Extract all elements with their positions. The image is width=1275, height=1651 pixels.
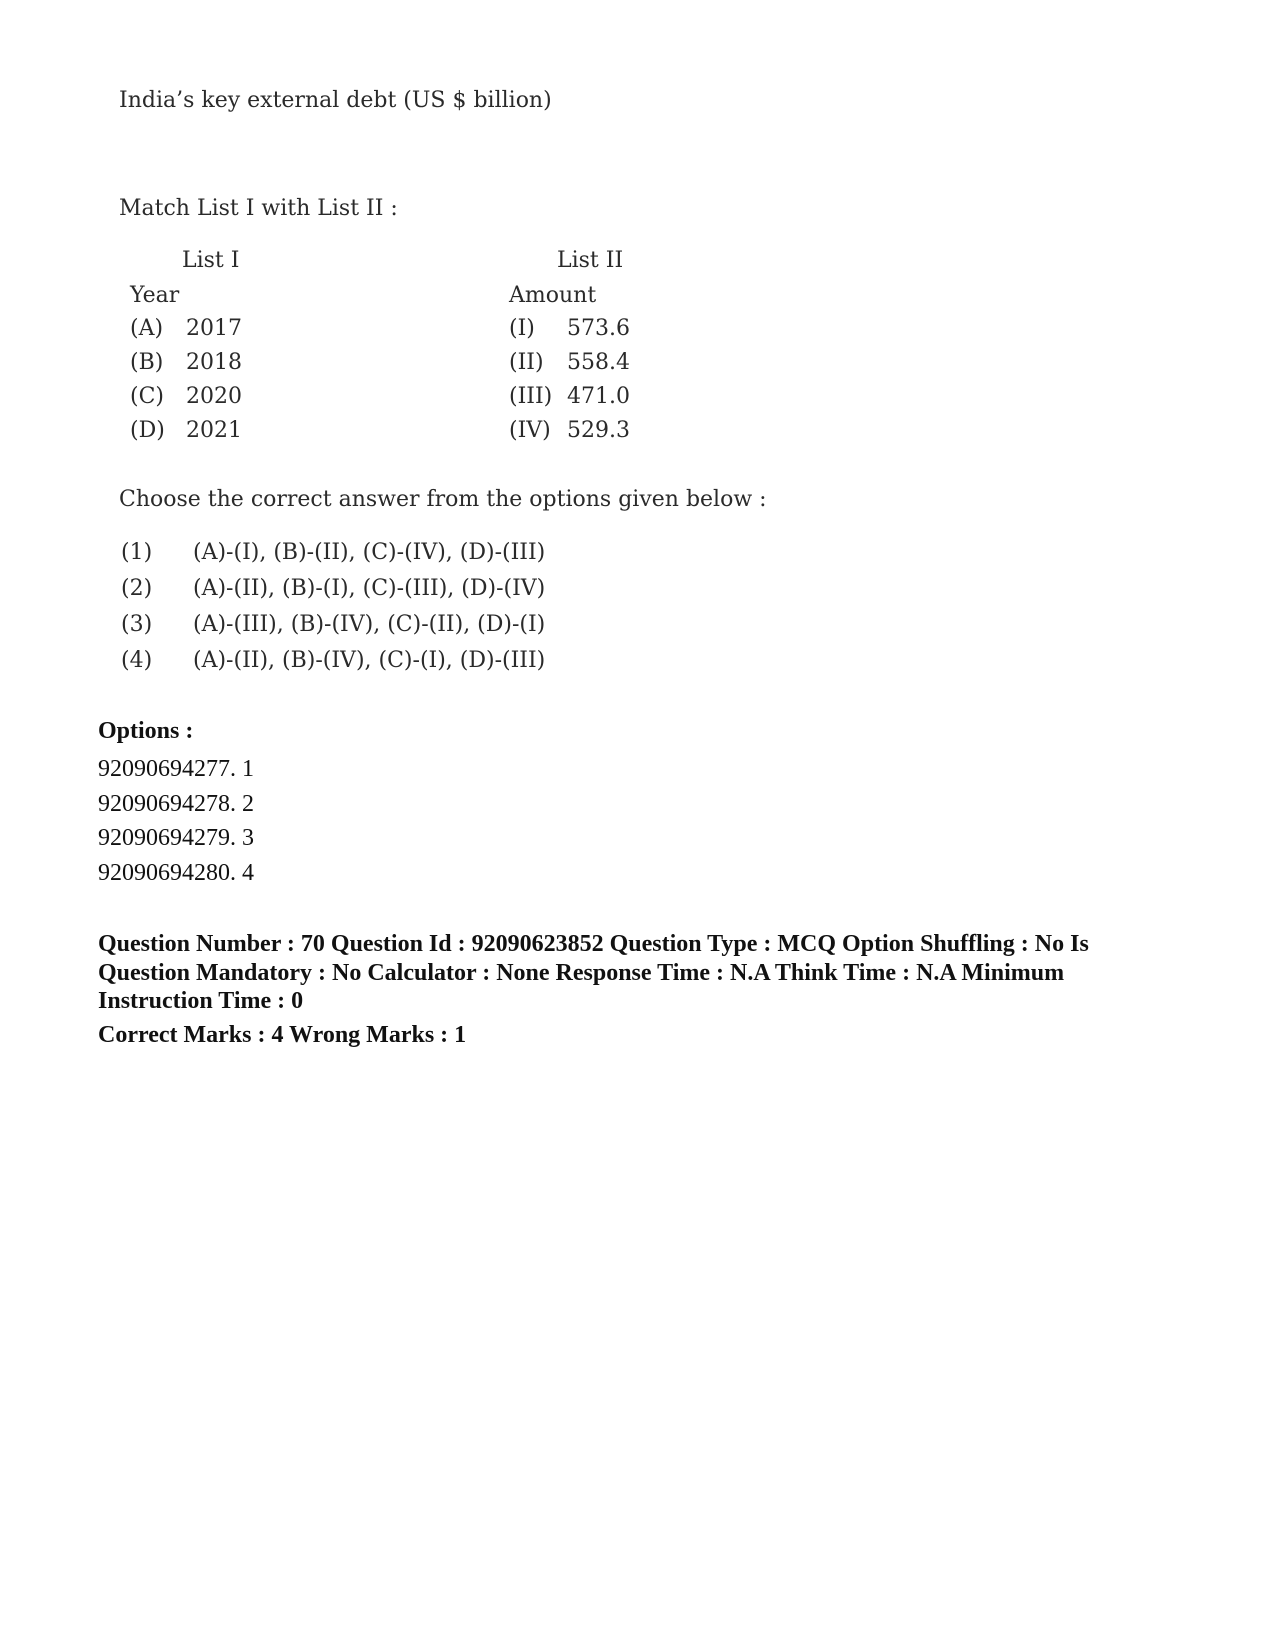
option-item: 92090694279. 3 xyxy=(98,825,254,851)
answer-choice xyxy=(121,540,545,576)
list-item-tag: (A) xyxy=(130,316,164,341)
list-item xyxy=(509,316,630,350)
option-item: 92090694277. 1 xyxy=(98,756,254,782)
list-item-value: 2017 xyxy=(186,316,242,341)
list-item-tag: (D) xyxy=(130,418,165,443)
list-item-tag: (I) xyxy=(509,316,535,341)
list-item-value: 529.3 xyxy=(567,418,630,443)
list1 xyxy=(130,316,242,452)
answer-choice xyxy=(121,576,545,612)
answer-text: (A)-(II), (B)-(IV), (C)-(I), (D)-(III) xyxy=(193,648,546,673)
answer-number: (2) xyxy=(121,576,153,601)
answer-choice xyxy=(121,648,545,684)
choose-instruction: Choose the correct answer from the options given below : xyxy=(119,487,767,512)
list-item-value: 558.4 xyxy=(567,350,630,375)
answer-number: (1) xyxy=(121,540,153,565)
list-item-tag: (B) xyxy=(130,350,164,375)
list-item xyxy=(509,384,630,418)
marks-info: Correct Marks : 4 Wrong Marks : 1 xyxy=(98,1022,467,1048)
list-item xyxy=(130,350,242,384)
answer-choice xyxy=(121,612,545,648)
options-title: Options : xyxy=(98,718,194,744)
list-item xyxy=(509,418,630,452)
answer-choices xyxy=(121,540,545,684)
answer-number: (4) xyxy=(121,648,153,673)
list-item-tag: (II) xyxy=(509,350,544,375)
answer-text: (A)-(II), (B)-(I), (C)-(III), (D)-(IV) xyxy=(193,576,546,601)
list2-column-label: Amount xyxy=(509,283,597,308)
list-item-value: 2018 xyxy=(186,350,242,375)
options-list xyxy=(98,752,254,890)
answer-text: (A)-(III), (B)-(IV), (C)-(II), (D)-(I) xyxy=(193,612,546,637)
list-item-tag: (IV) xyxy=(509,418,551,443)
list1-column-label: Year xyxy=(130,283,180,308)
list-item-value: 471.0 xyxy=(567,384,630,409)
answer-number: (3) xyxy=(121,612,153,637)
list-item xyxy=(509,350,630,384)
list-item xyxy=(130,316,242,350)
option-item: 92090694280. 4 xyxy=(98,859,254,886)
question-meta: Question Number : 70 Question Id : 92090623852 Question Type : MCQ Option Shuffling : No Is Question Mandatory : No Calculator : None Response Time : N.A Think Time : N.A Minimum Instruction Time : 0 xyxy=(98,931,1089,1014)
list2 xyxy=(509,316,630,452)
list-item-tag: (C) xyxy=(130,384,164,409)
list1-title: List I xyxy=(182,248,240,273)
list-item-value: 2020 xyxy=(186,384,242,409)
list-item-value: 2021 xyxy=(186,418,242,443)
list-item xyxy=(130,418,242,452)
question-heading: India’s key external debt (US $ billion) xyxy=(119,88,552,113)
answer-text: (A)-(I), (B)-(II), (C)-(IV), (D)-(III) xyxy=(193,540,546,565)
list-item xyxy=(130,384,242,418)
list-item-tag: (III) xyxy=(509,384,553,409)
option-item: 92090694278. 2 xyxy=(98,790,254,817)
list2-title: List II xyxy=(557,248,624,273)
match-instruction: Match List I with List II : xyxy=(119,196,398,221)
list-item-value: 573.6 xyxy=(567,316,630,341)
